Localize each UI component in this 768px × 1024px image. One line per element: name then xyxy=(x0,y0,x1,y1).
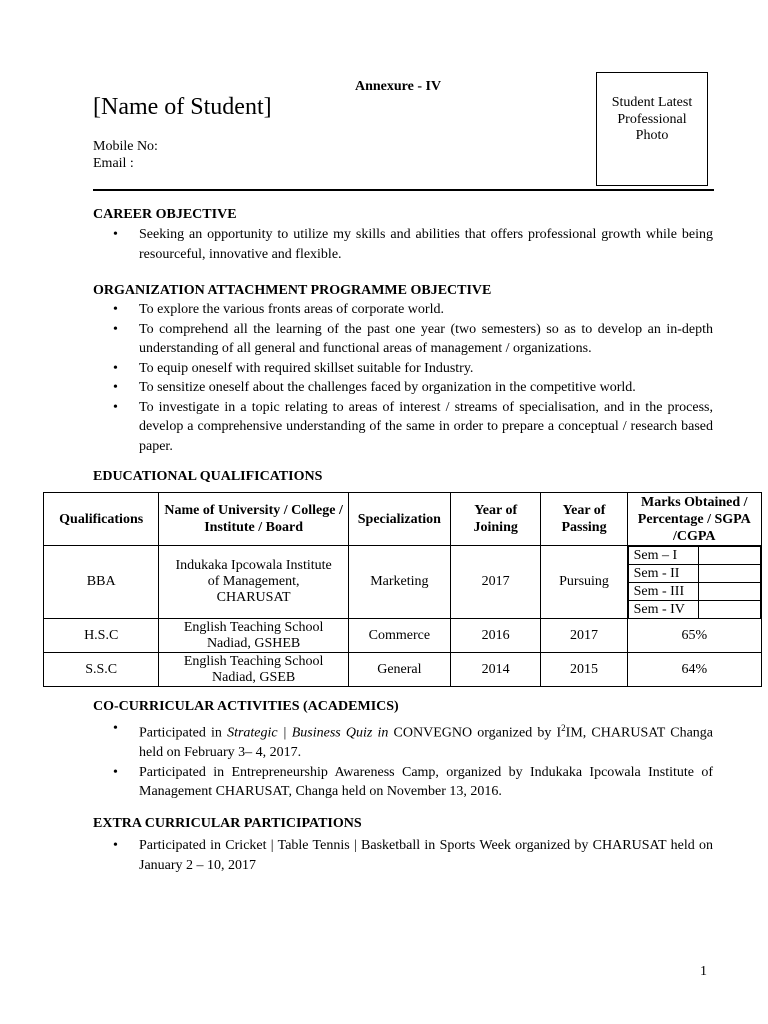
list-item-text: To investigate in a topic relating to areas of interest / streams of specialisation, and in the process, develop a comprehensive understanding of the same in order to prepare a conceptual / research based paper. xyxy=(139,399,713,454)
cocurricular-heading: CO-CURRICULAR ACTIVITIES (ACADEMICS) xyxy=(93,699,399,714)
list-item xyxy=(113,359,713,379)
list-item xyxy=(113,398,713,457)
oap-objective-list xyxy=(113,300,713,456)
specialization-cell: Commerce xyxy=(348,619,450,653)
institute-cell: English Teaching School Nadiad, GSHEB xyxy=(159,619,349,653)
institute-cell: Indukaka Ipcowala Institute of Management, CHARUSAT xyxy=(159,546,349,619)
bullet-icon: • xyxy=(113,321,118,337)
bullet-icon: • xyxy=(113,227,118,242)
passing-cell: Pursuing xyxy=(541,546,627,619)
list-item xyxy=(113,320,713,359)
career-objective-list xyxy=(113,225,713,264)
bullet-icon: • xyxy=(113,360,118,376)
qualification-cell: S.S.C xyxy=(44,653,159,687)
photo-placeholder-text xyxy=(612,95,693,145)
bullet-icon: • xyxy=(113,399,118,415)
education-heading: EDUCATIONAL QUALIFICATIONS xyxy=(93,469,323,484)
photo-placeholder xyxy=(596,72,708,186)
header-divider xyxy=(93,189,714,191)
bullet-icon: • xyxy=(113,764,118,780)
semester-label: Sem – I xyxy=(628,547,698,565)
mobile-label: Mobile No: xyxy=(93,139,158,154)
email-label: Email : xyxy=(93,156,134,171)
column-header: Name of University / College / Institute / Board xyxy=(159,493,349,546)
photo-text-line: Student Latest xyxy=(611,95,693,110)
bullet-icon: • xyxy=(113,838,118,853)
photo-text-line: Professional xyxy=(617,111,687,127)
column-header: Marks Obtained / Percentage / SGPA /CGPA xyxy=(627,493,761,546)
superscript-text: 2 xyxy=(561,723,566,733)
list-item-italic-text: Strategic | Business Quiz in xyxy=(227,725,389,741)
column-header: Year of Passing xyxy=(541,493,627,546)
semester-label: Sem - IV xyxy=(628,601,698,619)
list-item-text: CONVEGNO organized by I xyxy=(388,725,562,741)
list-item-text: To sensitize oneself about the challenges faced by organization in the competitive world. xyxy=(139,380,636,395)
education-table xyxy=(43,492,762,687)
table-row xyxy=(44,546,762,619)
joining-cell: 2014 xyxy=(450,653,541,687)
student-name: [Name of Student] xyxy=(93,94,272,120)
table-header-row xyxy=(44,493,762,546)
passing-cell: 2015 xyxy=(541,653,627,687)
list-item-text: To comprehend all the learning of the past one year (two semesters) so as to develop an in-depth understanding of all general and functional areas of management / organizations. xyxy=(139,321,713,356)
cocurricular-list xyxy=(113,719,713,802)
column-header: Specialization xyxy=(348,493,450,546)
list-item-text: Participated in Entrepreneurship Awareness Camp, organized by Indukaka Ipcowala Institute of Management CHARUSAT, Changa held on November 13, 2016. xyxy=(139,764,713,800)
extra-heading: EXTRA CURRICULAR PARTICIPATIONS xyxy=(93,816,362,831)
specialization-cell: Marketing xyxy=(348,546,450,619)
table-row xyxy=(44,653,762,687)
semester-label: Sem - III xyxy=(628,583,698,601)
semester-value xyxy=(698,565,760,583)
oap-objective-heading: ORGANIZATION ATTACHMENT PROGRAMME OBJECTIVE xyxy=(93,283,492,298)
list-item-text: To equip oneself with required skillset suitable for Industry. xyxy=(139,360,474,376)
list-item-text: Participated in Cricket | Table Tennis | Basketball in Sports Week organized by CHARUSAT held on January 2 – 10, 2017 xyxy=(139,838,713,873)
passing-cell: 2017 xyxy=(541,619,627,653)
list-item xyxy=(113,763,713,802)
semester-label: Sem - II xyxy=(628,565,698,583)
marks-cell: 64% xyxy=(627,653,761,687)
page-number: 1 xyxy=(700,964,707,979)
qualification-cell: BBA xyxy=(44,546,159,619)
joining-cell: 2017 xyxy=(450,546,541,619)
list-item xyxy=(113,225,713,264)
bullet-icon: • xyxy=(113,302,118,317)
institute-cell: English Teaching School Nadiad, GSEB xyxy=(159,653,349,687)
qualification-cell: H.S.C xyxy=(44,619,159,653)
list-item xyxy=(113,378,713,398)
marks-cell: 65% xyxy=(627,619,761,653)
marks-cell xyxy=(627,546,761,619)
extra-list xyxy=(113,836,713,875)
joining-cell: 2016 xyxy=(450,619,541,653)
table-row xyxy=(44,619,762,653)
list-item-text: Seeking an opportunity to utilize my skills and abilities that offers professional growth while being resourceful, innovative and flexible. xyxy=(139,227,713,262)
annexure-label: Annexure - IV xyxy=(355,79,442,94)
semester-value xyxy=(698,583,760,601)
list-item xyxy=(113,719,713,763)
column-header: Year of Joining xyxy=(450,493,541,546)
column-header: Qualifications xyxy=(44,493,159,546)
list-item xyxy=(113,836,713,875)
list-item-text: IM, CHARUSAT Changa held on February 3– 4, 2017. xyxy=(139,725,714,761)
semester-table xyxy=(628,546,761,618)
career-objective-heading: CAREER OBJECTIVE xyxy=(93,207,237,222)
list-item-text: To explore the various fronts areas of corporate world. xyxy=(139,302,444,317)
semester-value xyxy=(698,601,760,619)
semester-value xyxy=(698,547,760,565)
list-item xyxy=(113,300,713,320)
list-item-text: Participated in xyxy=(139,725,228,741)
specialization-cell: General xyxy=(348,653,450,687)
photo-text-line: Photo xyxy=(635,128,669,143)
bullet-icon: • xyxy=(113,721,118,736)
bullet-icon: • xyxy=(113,380,118,395)
